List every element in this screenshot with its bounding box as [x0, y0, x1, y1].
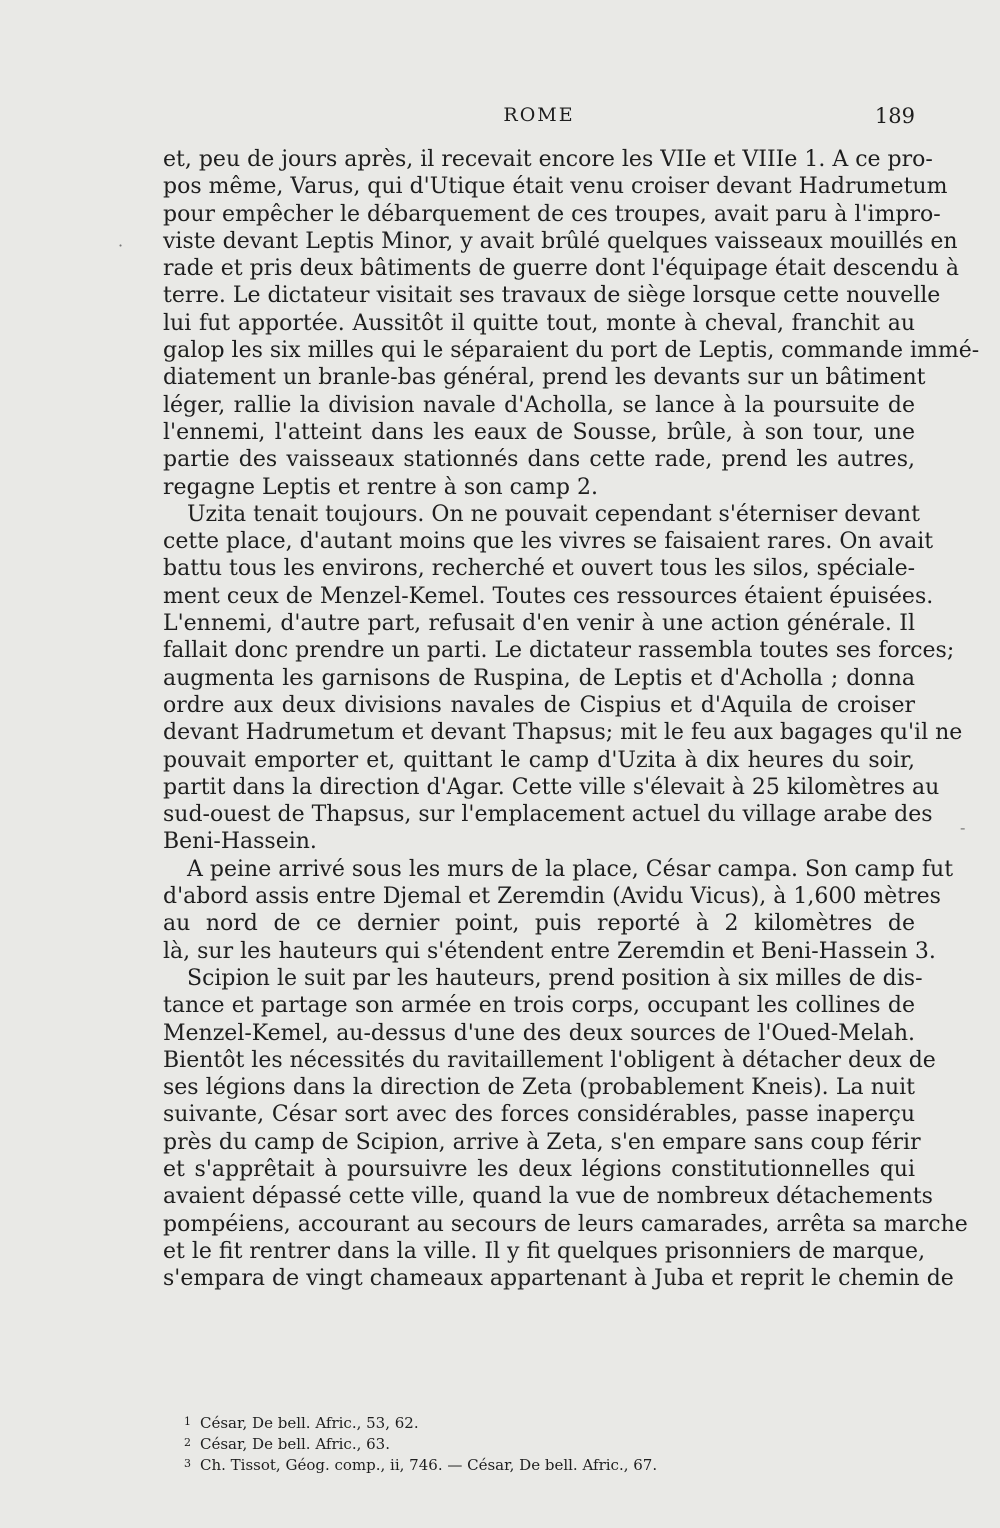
text-line: pompéiens, accourant au secours de leurs camarades, arrêta sa marche — [163, 1211, 968, 1237]
text-line: cette place, d'autant moins que les vivres se faisaient rares. On avait — [163, 529, 934, 555]
text-line: L'ennemi, d'autre part, refusait d'en venir à une action générale. Il — [163, 611, 915, 637]
margin-speck: - — [960, 818, 966, 837]
footnotes — [184, 1412, 884, 1475]
text-line: battu tous les environs, recherché et ouvert tous les silos, spéciale- — [163, 556, 916, 582]
text-line: fallait donc prendre un parti. Le dictateur rassembla toutes ses forces; — [163, 638, 955, 664]
text-line: l'ennemi, l'atteint dans les eaux de Sousse, brûle, à son tour, une — [163, 419, 915, 445]
page-header — [163, 104, 915, 134]
text-line: partit dans la direction d'Agar. Cette ville s'élevait à 25 kilomètres au — [163, 774, 940, 800]
footnote — [184, 1412, 884, 1433]
text-line: Bientôt les nécessités du ravitaillement l'obligent à détacher deux de — [163, 1047, 936, 1073]
footnote — [184, 1433, 884, 1454]
running-title: ROME — [503, 104, 575, 126]
text-line: lui fut apportée. Aussitôt il quitte tout, monte à cheval, franchit au — [163, 310, 915, 336]
text-line: d'abord assis entre Djemal et Zeremdin (Avidu Vicus), à 1,600 mètres — [163, 884, 941, 910]
text-line: regagne Leptis et rentre à son camp 2. — [163, 474, 598, 500]
text-line: augmenta les garnisons de Ruspina, de Leptis et d'Acholla ; donna — [163, 665, 915, 691]
text-line: au nord de ce dernier point, puis reporté à 2 kilomètres de — [163, 911, 915, 937]
text-line: diatement un branle-bas général, prend les devants sur un bâtiment — [163, 365, 926, 391]
margin-speck: · — [118, 236, 124, 255]
text-line: là, sur les hauteurs qui s'étendent entre Zeremdin et Beni-Hassein 3. — [163, 938, 936, 964]
text-line: partie des vaisseaux stationnés dans cette rade, prend les autres, — [163, 447, 915, 473]
footnote — [184, 1454, 884, 1475]
text-line: sud-ouest de Thapsus, sur l'emplacement actuel du village arabe des — [163, 802, 933, 828]
text-line: ordre aux deux divisions navales de Cispius et d'Aquila de croiser — [163, 692, 915, 718]
text-line: Scipion le suit par les hauteurs, prend position à six milles de dis- — [187, 965, 923, 991]
text-line: ses légions dans la direction de Zeta (probablement Kneis). La nuit — [163, 1075, 915, 1101]
text-line: devant Hadrumetum et devant Thapsus; mit le feu aux bagages qu'il ne — [163, 720, 963, 746]
text-line: s'empara de vingt chameaux appartenant à Juba et reprit le chemin de — [163, 1266, 954, 1292]
body-text — [163, 146, 980, 1292]
footnote-mark: 2 — [184, 1436, 191, 1449]
text-line: viste devant Leptis Minor, y avait brûlé quelques vaisseaux mouillés en — [163, 228, 958, 254]
text-line: et, peu de jours après, il recevait encore les VIIe et VIIIe 1. A ce pro- — [163, 147, 933, 172]
text-line: ment ceux de Menzel-Kemel. Toutes ces ressources étaient épuisées. — [163, 583, 934, 609]
text-line: près du camp de Scipion, arrive à Zeta, s'en empare sans coup férir — [163, 1129, 921, 1155]
text-line: et s'apprêtait à poursuivre les deux légions constitutionnelles qui — [163, 1156, 915, 1182]
text-line: léger, rallie la division navale d'Acholla, se lance à la poursuite de — [163, 392, 915, 418]
text-line: galop les six milles qui le séparaient du port de Leptis, commande immé- — [163, 338, 980, 364]
text-line: et le fit rentrer dans la ville. Il y fit quelques prisonniers de marque, — [163, 1238, 926, 1264]
text-line: pouvait emporter et, quittant le camp d'Uzita à dix heures du soir, — [163, 747, 915, 773]
text-line: terre. Le dictateur visitait ses travaux de siège lorsque cette nouvelle — [163, 283, 941, 309]
text-line: A peine arrivé sous les murs de la place, César campa. Son camp fut — [187, 856, 954, 882]
footnote-text: César, De bell. Afric., 63. — [200, 1435, 390, 1453]
footnote-mark: 1 — [184, 1415, 191, 1428]
text-line: pour empêcher le débarquement de ces troupes, avait paru à l'impro- — [163, 201, 941, 227]
text-line: Uzita tenait toujours. On ne pouvait cependant s'éterniser devant — [187, 501, 920, 527]
text-line: rade et pris deux bâtiments de guerre dont l'équipage était descendu à — [163, 256, 959, 282]
text-line: suivante, César sort avec des forces considérables, passe inaperçu — [163, 1102, 915, 1128]
footnote-text: Ch. Tissot, Géog. comp., ii, 746. — César, De bell. Afric., 67. — [200, 1456, 658, 1474]
text-line: avaient dépassé cette ville, quand la vue de nombreux détachements — [163, 1184, 933, 1210]
text-line: pos même, Varus, qui d'Utique était venu croiser devant Hadrumetum — [163, 174, 948, 200]
footnote-text: César, De bell. Afric., 53, 62. — [200, 1414, 419, 1432]
text-line: Menzel-Kemel, au-dessus d'une des deux sources de l'Oued-Melah. — [163, 1020, 915, 1046]
footnote-mark: 3 — [184, 1457, 191, 1470]
page-number: 189 — [874, 104, 915, 128]
text-line: Beni-Hassein. — [163, 829, 317, 855]
text-line: tance et partage son armée en trois corps, occupant les collines de — [163, 993, 915, 1019]
